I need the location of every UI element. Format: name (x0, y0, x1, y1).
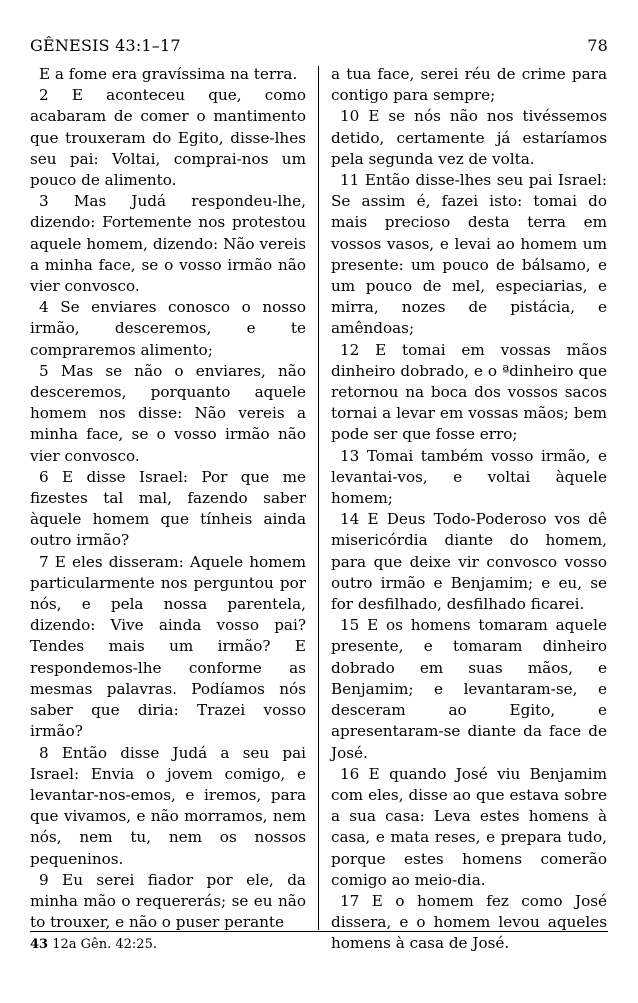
verse-13: 13 Tomai também vosso irmão, e levantai-vos, e voltai àquele homem; (331, 446, 607, 508)
verse-8: 8 Então disse Judá a seu pai Israel: Envia o jovem comigo, e levantar-nos-emos, e iremos, para que vivamos, e não morramos, nem nós, nem tu, nem os nossos pequeninos. (30, 743, 306, 868)
verse-6: 6 E disse Israel: Por que me fizestes tal mal, fazendo saber àquele homem que tínheis ainda outro irmão? (30, 467, 306, 550)
verse-5: 5 Mas se não o enviares, não desceremos, porquanto aquele homem nos disse: Não vereis a minha face, se o vosso irmão não vier convosco. (30, 361, 306, 465)
verse-9: 9 Eu serei fiador por ele, da minha mão o requererás; se eu não to trouxer, e não o puser perante (30, 870, 306, 932)
verse-14: 14 E Deus Todo-Poderoso vos dê misericórdia diante do homem, para que deixe vir convosco vosso outro irmão e Benjamim; e eu, se for desfilhado, desfilhado ficarei. (331, 510, 607, 614)
footnote-chapter: 43 (30, 937, 49, 952)
verse-10: 10 E se nós não nos tivéssemos detido, certamente já estaríamos pela segunda vez de volta. (331, 107, 607, 168)
left-column (30, 64, 306, 933)
verse-9-continued: a tua face, serei réu de crime para contigo para sempre; (331, 65, 607, 105)
chapter-reference: GÊNESIS 43:1–17 (30, 36, 181, 55)
verse-17: 17 E o homem fez como José dissera, e o homem levou aqueles homens à casa de José. (331, 891, 607, 953)
footnote (30, 936, 157, 954)
verse-11: 11 Então disse-lhes seu pai Israel: Se assim é, fazei isto: tomai do mais precioso desta terra em vossos vasos, e levai ao homem um presente: um pouco de bálsamo, e um pouco de mel, especiarias, e mirra, nozes de pistácia, e amêndoas; (331, 171, 607, 338)
footnote-divider (30, 931, 608, 932)
verse-12: 12 E tomai em vossas mãos dinheiro dobrado, e o ªdinheiro que retornou na boca dos vossos sacos tornai a levar em vossas mãos; bem pode ser que fosse erro; (331, 340, 607, 444)
footnote-text: 12a Gên. 42:25. (52, 937, 157, 952)
verse-7: 7 E eles disseram: Aquele homem particularmente nos perguntou por nós, e pela nossa parentela, dizendo: Vive ainda vosso pai? Tendes mais um irmão? E respondemos-lhe conforme as mesmas palavras. Podíamos nós saber que diria: Trazei vosso irmão? (30, 552, 306, 741)
verse-16: 16 E quando José viu Benjamim com eles, disse ao que estava sobre a sua casa: Leva estes homens à casa, e mata reses, e prepara tudo, porque estes homens comerão comigo ao meio-dia. (331, 764, 607, 889)
verse-3: 3 Mas Judá respondeu-lhe, dizendo: Fortemente nos protestou aquele homem, dizendo: Não vereis a minha face, se o vosso irmão não vier convosco. (30, 192, 306, 296)
verse-4: 4 Se enviares conosco o nosso irmão, desceremos, e te compraremos alimento; (30, 298, 306, 359)
page-header (30, 36, 608, 62)
right-column (331, 64, 607, 955)
page-number: 78 (587, 36, 608, 55)
verse-15: 15 E os homens tomaram aquele presente, e tomaram dinheiro dobrado em suas mãos, e Benjamim; e levantaram-se, e desceram ao Egito, e apresentaram-se diante da face de José. (331, 616, 607, 762)
column-divider (318, 66, 319, 930)
verse-1: E a fome era gravíssima na terra. (39, 65, 298, 83)
verse-2: 2 E aconteceu que, como acabaram de comer o mantimento que trouxeram do Egito, disse-lhes seu pai: Voltai, comprai-nos um pouco de alimento. (30, 86, 306, 190)
